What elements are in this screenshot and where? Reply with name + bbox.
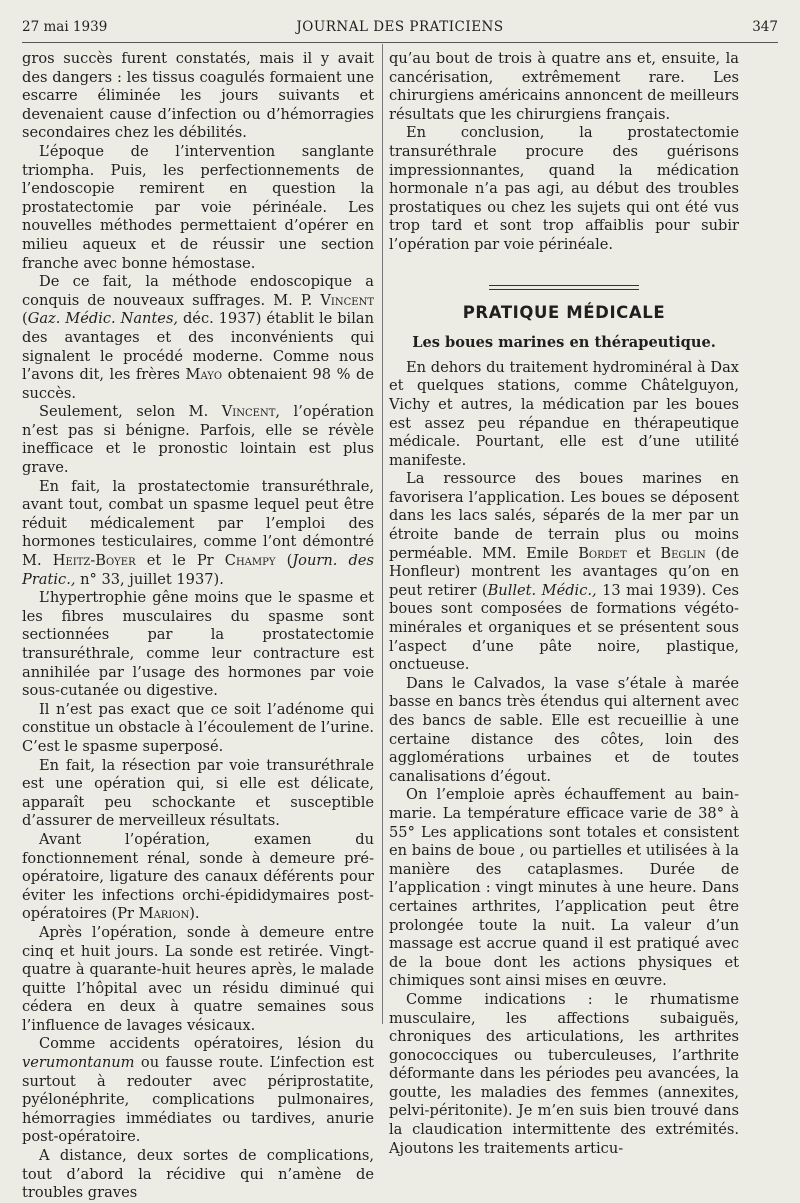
- text-run: , l’opération n’est pas si bénigne. Parfois, elle se révèle inefficace et le pronostic lointain est plus grave.: [22, 403, 374, 477]
- page-header: [22, 12, 778, 43]
- citation: Gaz. Médic. Nantes,: [27, 310, 179, 328]
- paragraph: A distance, deux sortes de complications, tout d’abord la récidive qui n’amène de troubles graves: [22, 1147, 374, 1202]
- paragraph: Il n’est pas exact que ce soit l’adénome qui constitue un obstacle à l’écoulement de l’urine. C’est le spasme superposé.: [22, 700, 374, 755]
- text-run: (: [275, 552, 293, 570]
- paragraph: [22, 831, 374, 924]
- paragraph: [22, 1035, 374, 1147]
- text-run: (de Honfleur) montrent les avantages qu’on en peut retirer (: [389, 544, 739, 599]
- journal-title: JOURNAL DES PRATICIENS: [296, 19, 504, 35]
- left-column: [22, 50, 374, 1203]
- text-run: n° 33, juillet 1937).: [75, 570, 224, 588]
- section-title: PRATIQUE MÉDICALE: [462, 302, 666, 322]
- citation: Journ. des Pratic.,: [22, 552, 374, 588]
- issue-date: 27 mai 1939: [22, 19, 108, 35]
- text-run: Avant l’opération, examen du fonctionnement rénal, sonde à demeure pré-opératoire, ligature des canaux déférents pour éviter les infections orchi-épididymaires post-opératoires (Pr: [22, 830, 374, 923]
- text-run: La ressource des boues marines en favorisera l’application. Les boues se déposent dans les lacs salés, séparés de la mer par un étroite bande de terrain plus ou moins perméable. MM. Emile: [389, 470, 739, 562]
- right-column: [389, 50, 739, 1158]
- paragraph: Dans le Calvados, la vase s’étale à marée basse en bancs très étendus qui alternent avec des bancs de sable. Elle est recueillie à une certaine distance des côtes, loin des agglomérations urbaines et de toutes canalisations d’égout.: [389, 674, 739, 785]
- author-name: Beglin: [660, 544, 706, 562]
- paragraph: En dehors du traitement hydrominéral à Dax et quelques stations, comme Châtelguyon, Vichy et autres, la médication par les boues est assez peu répandue en thérapeutique médicale. Pourtant, elle est d’une utilité manifeste.: [389, 358, 739, 469]
- paragraph: gros succès furent constatés, mais il y avait des dangers : les tissus coagulés formaient une escarre éliminée les jours suivants et devenaient cause d’infection ou d’hémorragies secondaires chez les débilités.: [22, 50, 374, 142]
- paragraph: L’époque de l’intervention sanglante triompha. Puis, les perfectionnements de l’endoscopie remirent en question la prostatectomie par voie périnéale. Les nouvelles méthodes permettaient d’opérer en milieu aqueux et de réussir une section franche avec bonne hémostase.: [22, 142, 374, 272]
- text-run: En fait, la prostatectomie transuréthrale, avant tout, combat un spasme lequel peut être réduit médicalement par l’emploi des hormones testiculaires, comme l’ont démontré M.: [22, 477, 374, 570]
- paragraph: Comme indications : le rhumatisme musculaire, les affections subaiguës, chroniques des articulations, les arthrites gonococciques ou tuberculeuses, l’arthrite déformante dans les périodes peu avancées, la goutte, les maladies des femmes (annexites, pelvi-péritonite). Je m’en suis bien trouvé dans la claudication intermittente des extrémités. Ajoutons les traitements articu-: [389, 990, 739, 1157]
- paragraph: En fait, la résection par voie transuréthrale est une opération qui, si elle est délicate, apparaît peu schockante et susceptible d’assurer de merveilleux résultats.: [22, 756, 374, 830]
- paragraph: [22, 403, 374, 477]
- text-run: Comme accidents opératoires, lésion du: [39, 1035, 374, 1053]
- author-name: Vincent: [221, 403, 276, 421]
- text-run: déc. 1937) établit le bilan des avantages et des inconvénients qui signalent le procédé moderne. Comme nous l’avons dit, les frères: [22, 310, 374, 384]
- author-name: Champy: [224, 552, 276, 570]
- paragraph: [22, 478, 374, 590]
- text-run: ou fausse route. L’infection est surtout à redouter avec périprostatite, pyélonéphrite, complications pulmonaires, hémorragies immédiates ou tardives, anurie post-opératoire.: [22, 1054, 374, 1146]
- paragraph: [389, 470, 739, 675]
- text-run: et: [626, 544, 661, 562]
- text-run: (: [22, 310, 28, 328]
- text-run: et le Pr: [135, 552, 225, 570]
- text-run: Seulement, selon M.: [39, 403, 222, 421]
- text-run: De ce fait, la méthode endoscopique a conquis de nouveaux suffrages. M. P.: [22, 273, 374, 309]
- page-number: 347: [752, 19, 778, 35]
- author-name: Marion: [138, 905, 190, 923]
- author-name: Bordet: [578, 544, 627, 562]
- author-name: Vincent: [320, 291, 374, 309]
- citation: Bullet. Médic.,: [487, 581, 597, 599]
- paragraph: L’hypertrophie gêne moins que le spasme et les fibres musculaires du spasme sont sectionnées par la prostatectomie transuréthrale, comme leur contracture est annihilée par l’usage des hormones par voie sous-cutanée ou digestive.: [22, 589, 374, 700]
- paragraph: On l’emploie après échauffement au bain-marie. La température efficace varie de 38° à 55° Les applications sont totales et consistent en bains de boue , ou partielles et utilisées à la manière des cataplasmes. Durée de l’application : vingt minutes à une heure. Dans certaines arthrites, l’application peut être prolongée toute la nuit. La valeur d’un massage est accrue quand il est pratiqué avec de la boue dont les actions physiques et chimiques sont ainsi mises en œuvre.: [389, 786, 739, 990]
- section-divider: [489, 285, 639, 290]
- text-run: 13 mai 1939). Ces boues sont composées de formations végéto-minérales et organiques et se présentent sous l’aspect d’une pâte noire, plastique, onctueuse.: [389, 581, 740, 674]
- article-title: Les boues marines en thérapeutique.: [412, 334, 716, 352]
- author-name: Mayo: [185, 366, 223, 384]
- paragraph: En conclusion, la prostatectomie transuréthrale procure des guérisons impressionnantes, quand la médication hormonale n’a pas agi, au début des troubles prostatiques ou chez les sujets qui ont été vus trop tard et sont trop affaiblis pour subir l’opération par voie périnéale.: [389, 124, 739, 253]
- paragraph: [22, 273, 374, 403]
- latin-term: verumontanum: [22, 1054, 135, 1072]
- text-run: ).: [189, 905, 200, 923]
- author-name: Heitz-Boyer: [52, 552, 136, 570]
- column-divider: [382, 44, 383, 1024]
- paragraph: qu’au bout de trois à quatre ans et, ensuite, la cancérisation, extrêmement rare. Les chirurgiens américains annoncent de meilleurs résultats que les chirurgiens français.: [389, 50, 739, 123]
- text-run: obtenaient 98 % de succès.: [22, 366, 374, 402]
- paragraph: Après l’opération, sonde à demeure entre cinq et huit jours. La sonde est retirée. Vingt-quatre à quarante-huit heures après, le malade quitte l’hôpital avec un résidu diminué qui cédera en deux à quatre semaines sous l’influence de lavages vésicaux.: [22, 923, 374, 1034]
